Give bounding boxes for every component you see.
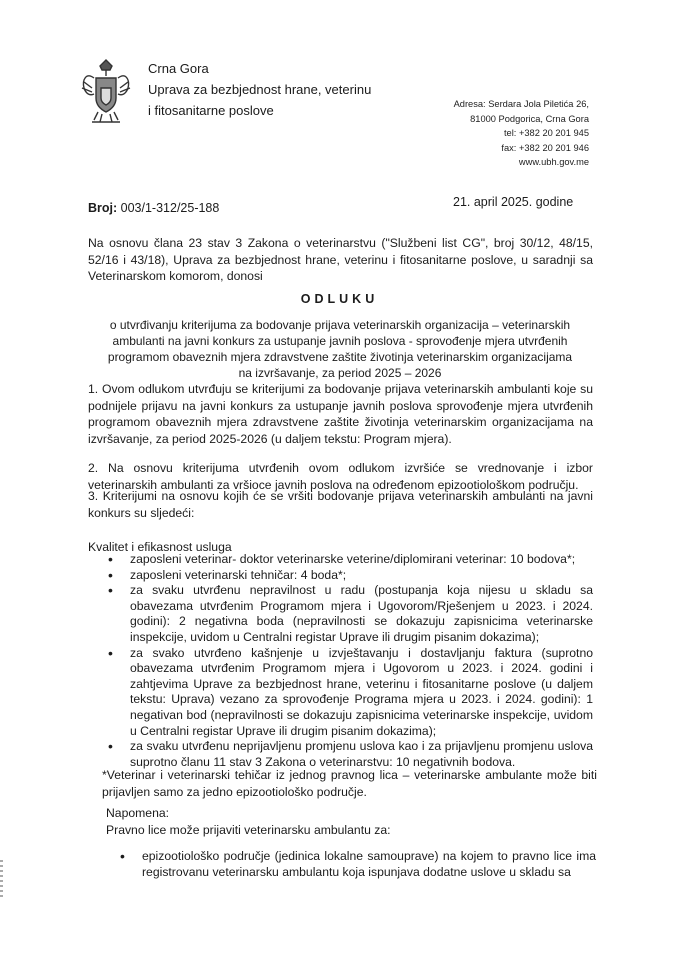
note-item: • epizootiološko područje (jedinica lokalne samouprave) na kojem to pravno lice ima registrovanu veterinarsku ambulantu koja ispunjava dodatne uslove u skladu sa <box>142 848 596 880</box>
intro-paragraph: Na osnovu člana 23 stav 3 Zakona o veterinarstvu ("Službeni list CG", broj 30/12, 48/15, 52/16 i 43/18), Uprava za bezbjednost hrane, veterinu i fitosanitarne poslove, u saradnji sa Veterinarskom komorom, donosi <box>88 236 593 283</box>
criteria-item: • za svako utvrđeno kašnjenje u izvještavanju i dostavljanju faktura (suprotno obavezama utvrđenim Programom mjera i Ugovorom u 2023. i 2024. godini i zahtjevima Uprave za bezbjednost hrane, veterinu i fitosanitarne poslove (u daljem tekstu: Uprava) vezano za sprovođenje Programa mjera u 2023. i 2024. godini): 1 negativan bod (nepravilnosti se dokazuju zapisnicima veterinarske inspekcije, uvidom u Centralni registar Uprave ili drugim pisanim dokazima); <box>130 646 593 740</box>
criteria-item: • zaposleni veterinarski tehničar: 4 boda*; <box>130 568 593 584</box>
website-link[interactable]: www.ubh.gov.me <box>518 157 589 167</box>
paragraph-1: 1. Ovom odlukom utvrđuju se kriterijumi za bodovanje prijava veterinarskih ambulanti koje su podnijele prijavu na javni konkurs za ustupanje javnih poslova sprovođenje mjera utvrđenih programom obaveznih mjera zdravstvene zaštite životinja veterinarskim organizacijama na izvršavanje, za period 2025-2026 (u daljem tekstu: Program mjera). <box>88 382 593 446</box>
document-number-value: 003/1-312/25-188 <box>117 201 220 215</box>
phone-line: tel: +382 20 201 945 <box>503 128 589 138</box>
org-name-line2: i fitosanitarne poslove <box>148 103 274 118</box>
criteria-item: • zaposleni veterinar- doktor veterinarske veterine/diplomirani veterinar: 10 bodova*; <box>130 552 593 568</box>
coat-of-arms-emblem <box>80 58 132 126</box>
document-number-label: Broj: <box>88 201 118 215</box>
footnote: *Veterinar i veterinarski tehičar iz jednog pravnog lica – veterinarske ambulante može biti prijavljen samo za jedno epizootiološko područje. <box>102 768 597 799</box>
note-text: Pravno lice može prijaviti veterinarsku ambulantu za: <box>106 822 391 837</box>
fax-line: fax: +382 20 201 946 <box>501 142 589 153</box>
note-list <box>106 848 596 880</box>
paragraph-3: 3. Kriterijumi na osnovu kojih će se vršiti bodovanje prijava veterinarskih ambulanti na javni konkurs su sljedeći: <box>88 489 593 520</box>
document-subject: o utvrđivanju kriterijuma za bodovanje prijava veterinarskih organizacija – veterinarskih ambulanti na javni konkurs za ustupanje javnih poslova - sprovođenje mjera utvrđenih programom obaveznih mjera zdravstvene zaštite životinja veterinarskim organizacijama na izvršavanje, za period 2025 – 2026 <box>107 318 573 380</box>
scan-artifact <box>0 860 3 900</box>
address-line: Adresa: Serdara Jola Piletića 26, <box>453 99 589 109</box>
org-country: Crna Gora <box>148 61 209 76</box>
document-title: ODLUKU <box>300 292 379 306</box>
org-name-line1: Uprava za bezbjednost hrane, veterinu <box>148 82 372 97</box>
city-line: 81000 Podgorica, Crna Gora <box>470 113 589 124</box>
contact-block <box>454 97 589 170</box>
note-label: Napomena: <box>106 806 170 820</box>
document-number <box>88 201 219 215</box>
criteria-item: • za svaku utvrđenu neprijavljenu promjenu uslova kao i za prijavljenu promjenu uslova suprotno članu 11 stav 3 Zakona o veterinarstvu: 10 negativnih bodova. <box>130 739 593 770</box>
document-date: 21. april 2025. godine <box>453 195 574 209</box>
criteria-list <box>88 552 593 770</box>
note-section <box>106 805 391 838</box>
criteria-item: • za svaku utvrđenu nepravilnost u radu (postupanja koja nijesu u skladu sa obavezama utvrđenim Programom mjera i Ugovorom/Rješenjem u 2023. i 2024. godini): 2 negativna boda (nepravilnosti se dokazuju zapisnicima veterinarske inspekcije, uvidom u Centralni registar Uprave ili drugim pisanim dokazima); <box>130 583 593 645</box>
paragraph-2: 2. Na osnovu kriterijuma utvrđenih ovom odlukom izvršiće se vrednovanje i izbor veterinarskih ambulanti za vršioce javnih poslova na određenom epizootiološkom području. <box>88 461 593 492</box>
organization-header <box>148 58 371 121</box>
criteria-heading: Kvalitet i efikasnost usluga <box>88 540 232 554</box>
